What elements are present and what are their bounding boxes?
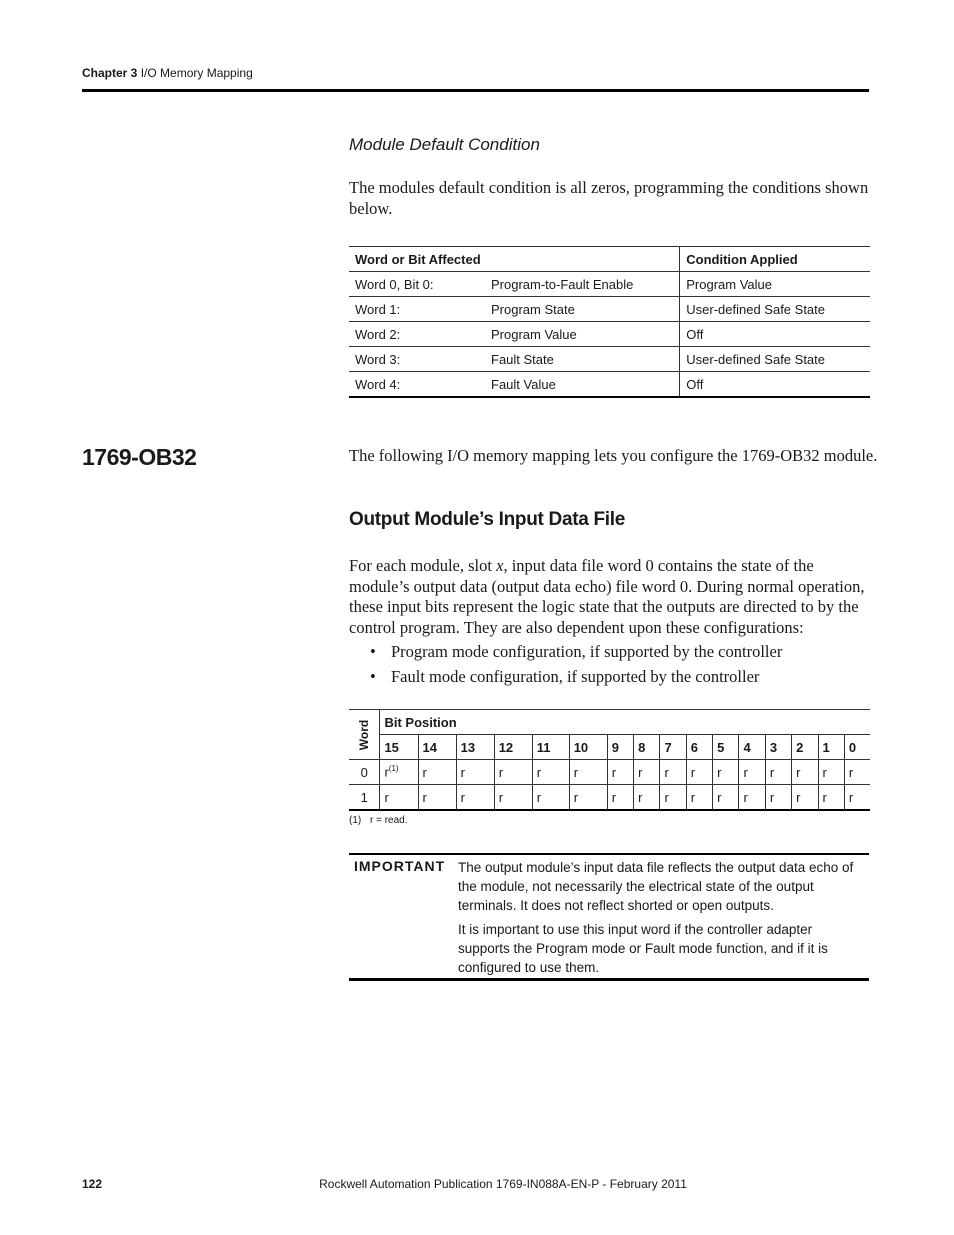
bit-position-label: Bit Position bbox=[380, 710, 870, 735]
important-paragraph: It is important to use this input word if the controller adapter supports the Program mode or Fault mode function, and if it is configured to use them. bbox=[458, 922, 828, 975]
bit-cell: r bbox=[739, 760, 765, 785]
bit-cell: r bbox=[634, 785, 660, 811]
bit-number: 3 bbox=[765, 735, 791, 760]
cell-word: Word 4: bbox=[349, 372, 485, 398]
bit-cell: r bbox=[418, 760, 456, 785]
default-condition-body: The modules default condition is all zeros, programming the conditions shown below. bbox=[349, 178, 869, 218]
bit-cell: r bbox=[607, 760, 633, 785]
bit-number: 12 bbox=[494, 735, 532, 760]
important-paragraph: The output module’s input data file reflects the output data echo of the module, not necessarily the electrical state of the output terminals. It does not reflect shorted or open outputs. bbox=[458, 860, 854, 913]
bit-number-row bbox=[349, 735, 870, 760]
bit-cell: r bbox=[844, 760, 870, 785]
list-item bbox=[370, 667, 759, 687]
cell-condition: Program Value bbox=[680, 272, 870, 297]
table-row bbox=[349, 372, 870, 398]
word-label: Word bbox=[357, 719, 372, 751]
bit-cell: r bbox=[634, 760, 660, 785]
bit-cell bbox=[380, 760, 418, 785]
chapter-title: I/O Memory Mapping bbox=[140, 66, 253, 80]
bit-position-header-row bbox=[349, 710, 870, 735]
cell-item: Fault Value bbox=[485, 372, 680, 398]
bit-cell: r bbox=[569, 760, 607, 785]
bit-number: 5 bbox=[713, 735, 739, 760]
footnote-number: (1) bbox=[349, 815, 362, 826]
bit-cell: r bbox=[792, 760, 818, 785]
cell-item: Fault State bbox=[485, 347, 680, 372]
important-bottom-rule bbox=[349, 978, 869, 981]
table-row bbox=[349, 760, 870, 785]
bit-number: 7 bbox=[660, 735, 686, 760]
cell-condition: User-defined Safe State bbox=[680, 297, 870, 322]
header-rule bbox=[82, 89, 869, 92]
bit-cell: r bbox=[494, 760, 532, 785]
cell-condition: Off bbox=[680, 322, 870, 347]
bit-number: 1 bbox=[818, 735, 844, 760]
cell-word: Word 2: bbox=[349, 322, 485, 347]
table-header-row bbox=[349, 247, 870, 272]
list-item bbox=[370, 642, 782, 662]
bit-cell: r bbox=[686, 760, 712, 785]
bit-cell: r bbox=[569, 785, 607, 811]
bit-number: 2 bbox=[792, 735, 818, 760]
subsection-heading: Output Module’s Input Data File bbox=[349, 509, 626, 530]
word-column-header bbox=[349, 710, 380, 760]
cell-item: Program Value bbox=[485, 322, 680, 347]
word-number: 1 bbox=[349, 785, 380, 811]
publication-info: Rockwell Automation Publication 1769-IN088A-EN-P - February 2011 bbox=[319, 1177, 687, 1191]
important-label: IMPORTANT bbox=[354, 858, 446, 874]
bit-cell: r bbox=[792, 785, 818, 811]
table-row bbox=[349, 347, 870, 372]
cell-condition: Off bbox=[680, 372, 870, 398]
bit-cell: r bbox=[660, 760, 686, 785]
bit-number: 9 bbox=[607, 735, 633, 760]
word-number: 0 bbox=[349, 760, 380, 785]
bullet-text: Fault mode configuration, if supported by the controller bbox=[391, 667, 760, 686]
cell-word: Word 1: bbox=[349, 297, 485, 322]
table-row bbox=[349, 297, 870, 322]
bit-cell: r bbox=[818, 785, 844, 811]
bit-cell: r bbox=[765, 760, 791, 785]
body-text-post: , input data file word 0 contains the state of the module’s output data (output data echo) file word 0. During normal operation, these input bits represent the logic state that the outputs are directed to by the control program. They are also dependent upon these configurations: bbox=[349, 556, 865, 637]
bit-cell: r bbox=[532, 760, 569, 785]
chapter-number: Chapter 3 bbox=[82, 66, 138, 80]
body-variable: x bbox=[496, 556, 504, 575]
bit-number: 8 bbox=[634, 735, 660, 760]
cell-word: Word 0, Bit 0: bbox=[349, 272, 485, 297]
bit-cell: r bbox=[686, 785, 712, 811]
table-row bbox=[349, 322, 870, 347]
bit-number: 6 bbox=[686, 735, 712, 760]
bit-number: 15 bbox=[380, 735, 418, 760]
cell-word: Word 3: bbox=[349, 347, 485, 372]
ob32-intro: The following I/O memory mapping lets you configure the 1769-OB32 module. bbox=[349, 446, 878, 465]
bit-number: 4 bbox=[739, 735, 765, 760]
bit-number: 0 bbox=[844, 735, 870, 760]
body-text-pre: For each module, slot bbox=[349, 556, 497, 575]
table-footnote bbox=[349, 815, 408, 826]
bit-cell: r bbox=[844, 785, 870, 811]
bit-number: 13 bbox=[456, 735, 494, 760]
bit-position-table bbox=[349, 709, 870, 811]
bit-number: 14 bbox=[418, 735, 456, 760]
cell-item: Program-to-Fault Enable bbox=[485, 272, 680, 297]
table-row bbox=[349, 272, 870, 297]
bit-number: 10 bbox=[569, 735, 607, 760]
footnote-ref: (1) bbox=[388, 764, 399, 774]
table-row bbox=[349, 785, 870, 811]
default-condition-table bbox=[349, 246, 870, 398]
important-top-rule bbox=[349, 853, 869, 855]
bullet-icon: • bbox=[370, 667, 376, 686]
bit-cell: r bbox=[660, 785, 686, 811]
default-condition-heading: Module Default Condition bbox=[349, 135, 540, 154]
footnote-text: r = read. bbox=[370, 815, 408, 826]
important-text bbox=[458, 858, 863, 982]
cell-item: Program State bbox=[485, 297, 680, 322]
bit-number: 11 bbox=[532, 735, 569, 760]
bullet-text: Program mode configuration, if supported by the controller bbox=[391, 642, 783, 661]
col-header-condition: Condition Applied bbox=[680, 247, 870, 272]
bit-cell: r bbox=[739, 785, 765, 811]
col-header-word-bit: Word or Bit Affected bbox=[349, 247, 680, 272]
bit-cell: r bbox=[713, 760, 739, 785]
bullet-icon: • bbox=[370, 642, 376, 661]
bit-cell: r bbox=[456, 785, 494, 811]
running-header bbox=[82, 66, 253, 80]
bit-cell: r bbox=[494, 785, 532, 811]
page-number: 122 bbox=[82, 1177, 103, 1191]
bit-cell: r bbox=[532, 785, 569, 811]
bit-cell: r bbox=[713, 785, 739, 811]
ob32-body bbox=[349, 556, 871, 638]
bit-value: r bbox=[384, 764, 389, 780]
bit-cell: r bbox=[607, 785, 633, 811]
bit-cell: r bbox=[380, 785, 418, 811]
bit-cell: r bbox=[765, 785, 791, 811]
section-heading-ob32: 1769-OB32 bbox=[82, 444, 197, 470]
bit-cell: r bbox=[818, 760, 844, 785]
bit-cell: r bbox=[456, 760, 494, 785]
cell-condition: User-defined Safe State bbox=[680, 347, 870, 372]
bit-cell: r bbox=[418, 785, 456, 811]
